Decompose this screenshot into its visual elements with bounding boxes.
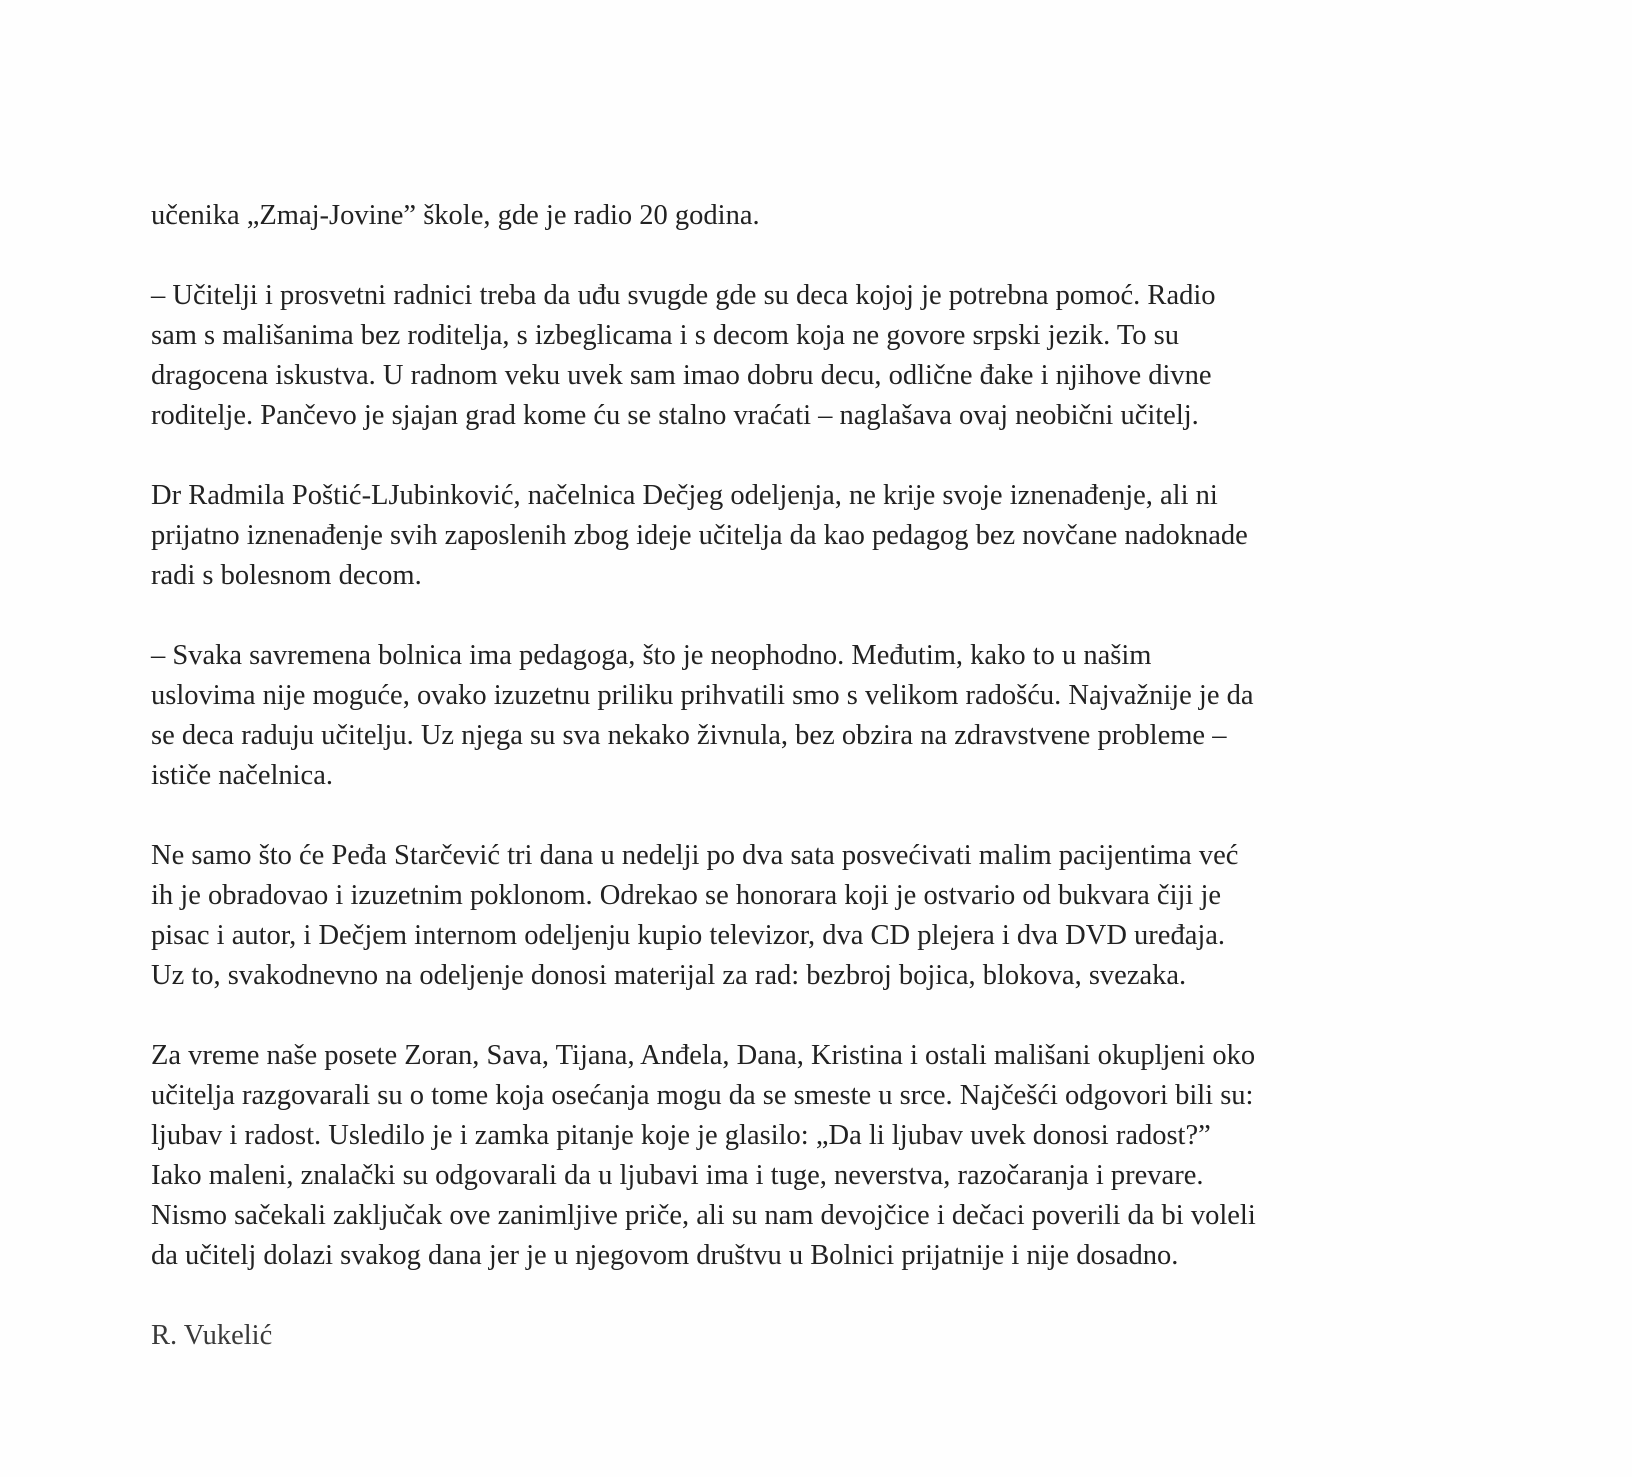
text-line: učitelja razgovarali su o tome koja osećanja mogu da se smeste u srce. Najčešći odgovori bili su:: [151, 1080, 1254, 1111]
text-line: sam s mališanima bez roditelja, s izbeglicama i s decom koja ne govore srpski jezik. To su: [151, 320, 1179, 351]
text-line: Uz to, svakodnevno na odeljenje donosi materijal za rad: bezbroj bojica, blokova, svezaka.: [151, 960, 1187, 991]
paragraph-5: [151, 836, 1451, 996]
paragraph-6: [151, 1036, 1451, 1276]
author-signature: R. Vukelić: [151, 1320, 273, 1351]
text-line: prijatno iznenađenje svih zaposlenih zbog ideje učitelja da kao pedagog bez novčane nadoknade: [151, 520, 1248, 551]
text-line: pisac i autor, i Dečjem internom odeljenju kupio televizor, dva CD plejera i dva DVD uređaja.: [151, 920, 1226, 951]
text-line: ističe načelnica.: [151, 760, 333, 791]
text-line: se deca raduju učitelju. Uz njega su sva nekako živnula, bez obzira na zdravstvene probleme –: [151, 720, 1227, 751]
paragraph-1: [151, 196, 1451, 236]
text-line: Za vreme naše posete Zoran, Sava, Tijana, Anđela, Dana, Kristina i ostali mališani okupljeni oko: [151, 1040, 1256, 1071]
text-line: dragocena iskustva. U radnom veku uvek sam imao dobru decu, odlične đake i njihove divne: [151, 360, 1212, 391]
text-line: uslovima nije moguće, ovako izuzetnu priliku prihvatili smo s velikom radošću. Najvažnije je da: [151, 680, 1254, 711]
text-line: Dr Radmila Poštić-LJubinković, načelnica Dečjeg odeljenja, ne krije svoje iznenađenje, ali ni: [151, 480, 1218, 511]
text-line: – Učitelji i prosvetni radnici treba da uđu svugde gde su deca kojoj je potrebna pomoć. Radio: [151, 280, 1216, 311]
text-line: ih je obradovao i izuzetnim poklonom. Odrekao se honorara koji je ostvario od bukvara čiji je: [151, 880, 1222, 911]
text-line: ljubav i radost. Usledilo je i zamka pitanje koje je glasilo: „Da li ljubav uvek donosi radost?”: [151, 1120, 1211, 1151]
text-line: učenika „Zmaj-Jovine” škole, gde je radio 20 godina.: [151, 200, 760, 231]
text-line: da učitelj dolazi svakog dana jer je u njegovom društvu u Bolnici prijatnije i nije dosadno.: [151, 1240, 1179, 1271]
text-line: roditelje. Pančevo je sjajan grad kome ću se stalno vraćati – naglašava ovaj neobični učitelj.: [151, 400, 1199, 431]
article-body: [151, 196, 1451, 1356]
text-line: Ne samo što će Peđa Starčević tri dana u nedelji po dva sata posvećivati malim pacijentima već: [151, 840, 1239, 871]
paragraph-2: [151, 276, 1451, 436]
text-line: radi s bolesnom decom.: [151, 560, 422, 591]
paragraph-3: [151, 476, 1451, 596]
text-line: Nismo sačekali zaključak ove zanimljive priče, ali su nam devojčice i dečaci poverili da bi voleli: [151, 1200, 1256, 1231]
text-line: – Svaka savremena bolnica ima pedagoga, što je neophodno. Međutim, kako to u našim: [151, 640, 1152, 671]
paragraph-4: [151, 636, 1451, 796]
text-line: Iako maleni, znalački su odgovarali da u ljubavi ima i tuge, neverstva, razočaranja i prevare.: [151, 1160, 1204, 1191]
